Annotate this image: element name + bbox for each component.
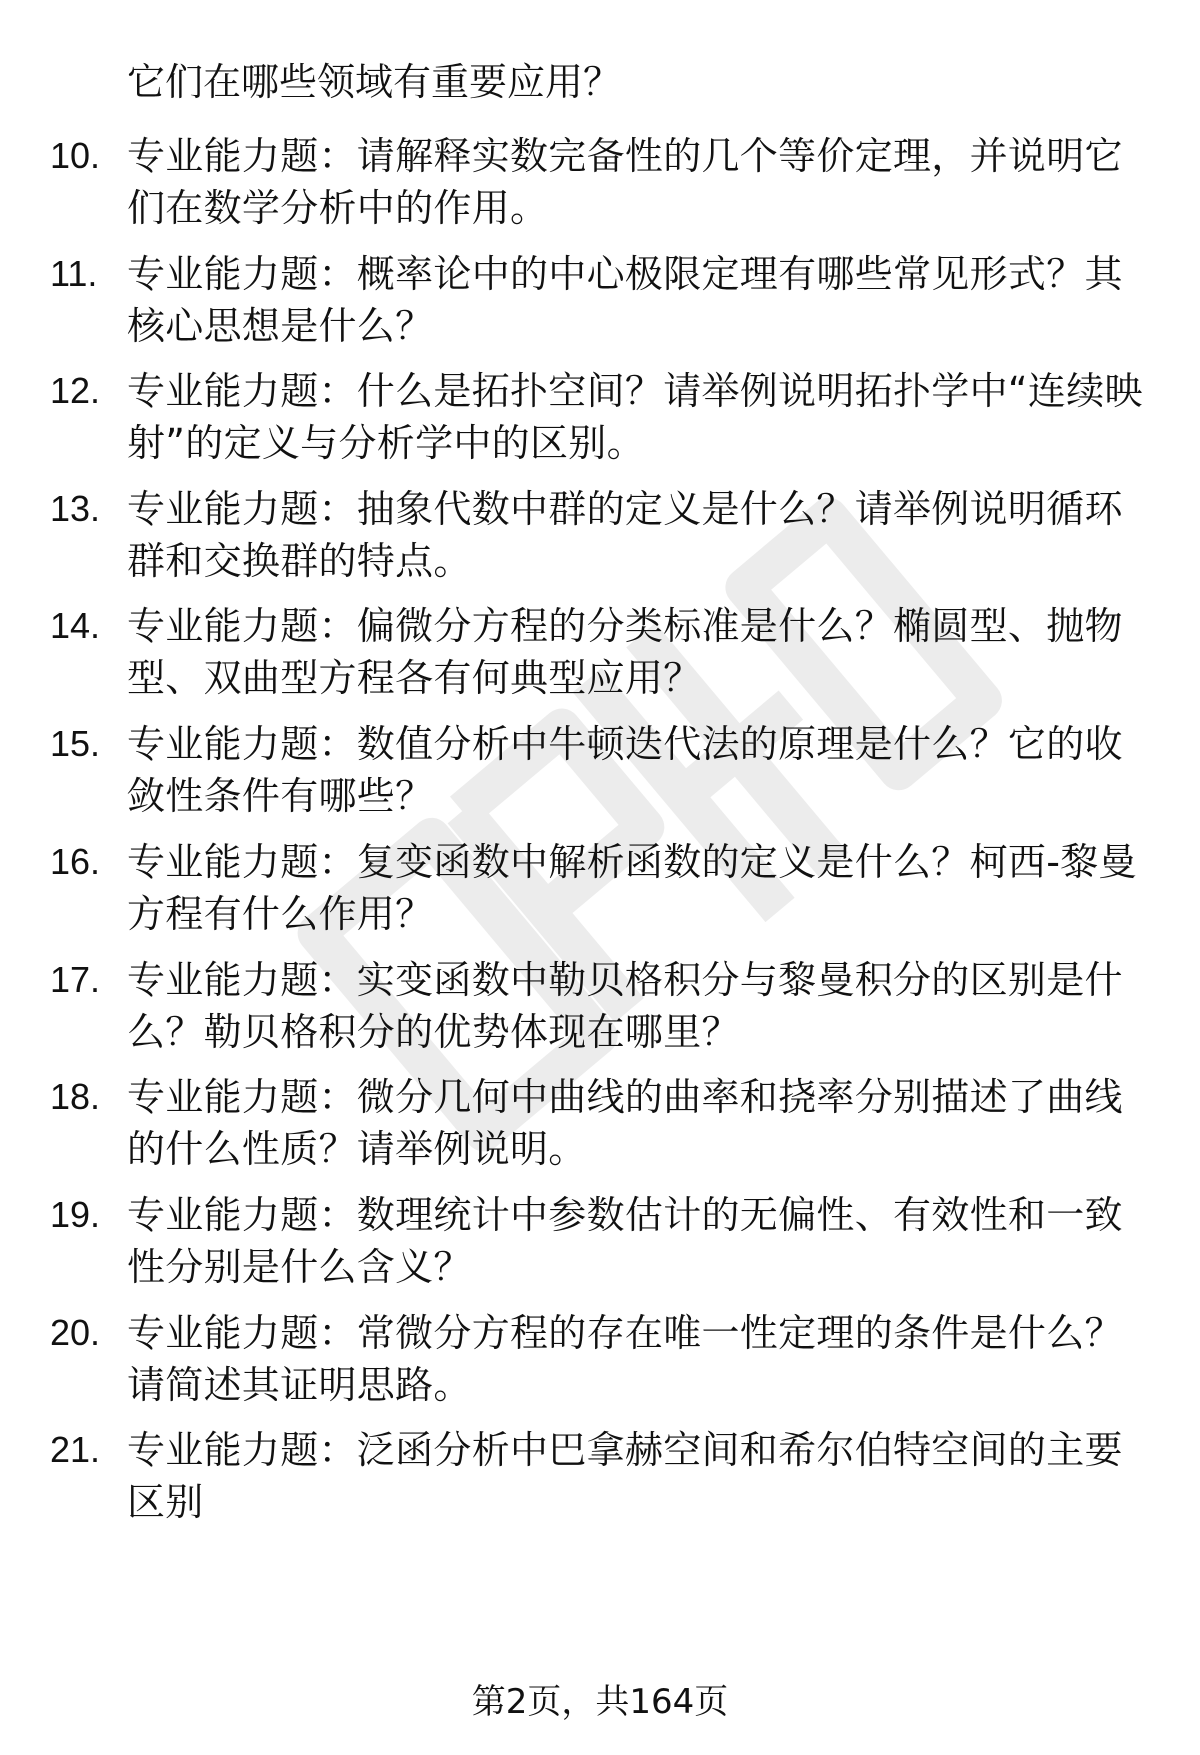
- item-text: 专业能力题：数理统计中参数估计的无偏性、有效性和一致性分别是什么含义？: [127, 1193, 1123, 1289]
- item-text: 专业能力题：什么是拓扑空间？请举例说明拓扑学中“连续映射”的定义与分析学中的区别。: [127, 369, 1143, 465]
- item-number: 13.: [50, 488, 101, 529]
- item-number: 19.: [50, 1194, 101, 1235]
- item-text: 专业能力题：微分几何中曲线的曲率和挠率分别描述了曲线的什么性质？请举例说明。: [127, 1075, 1123, 1171]
- item-number: 18.: [50, 1076, 101, 1117]
- item-number: 21.: [50, 1429, 101, 1470]
- item-number: 20.: [50, 1312, 101, 1353]
- item-text: 专业能力题：概率论中的中心极限定理有哪些常见形式？其核心思想是什么？: [127, 252, 1123, 348]
- item-text: 专业能力题：复变函数中解析函数的定义是什么？柯西-黎曼方程有什么作用？: [127, 840, 1137, 936]
- item-text: 专业能力题：偏微分方程的分类标准是什么？椭圆型、抛物型、双曲型方程各有何典型应用？: [127, 604, 1123, 700]
- item-number: 15.: [50, 723, 101, 764]
- item-text: 专业能力题：泛函分析中巴拿赫空间和希尔伯特空间的主要区别: [127, 1428, 1123, 1524]
- item-number: 14.: [50, 605, 101, 646]
- item-number: 12.: [50, 370, 101, 411]
- item-text: 专业能力题：数值分析中牛顿迭代法的原理是什么？它的收敛性条件有哪些？: [127, 722, 1123, 818]
- item-text: 专业能力题：抽象代数中群的定义是什么？请举例说明循环群和交换群的特点。: [127, 487, 1123, 583]
- item-number: 17.: [50, 959, 101, 1000]
- item-number: 10.: [50, 135, 101, 176]
- item-number: 11.: [50, 253, 98, 294]
- item-text: 专业能力题：常微分方程的存在唯一性定理的条件是什么？请简述其证明思路。: [127, 1311, 1123, 1407]
- page-footer: 第2页，共164页: [471, 1682, 729, 1722]
- item-text: 专业能力题：请解释实数完备性的几个等价定理，并说明它们在数学分析中的作用。: [127, 134, 1123, 230]
- continuation-text: 它们在哪些领域有重要应用？: [127, 60, 622, 104]
- item-text: 专业能力题：实变函数中勒贝格积分与黎曼积分的区别是什么？勒贝格积分的优势体现在哪里？: [127, 958, 1123, 1054]
- item-number: 16.: [50, 841, 101, 882]
